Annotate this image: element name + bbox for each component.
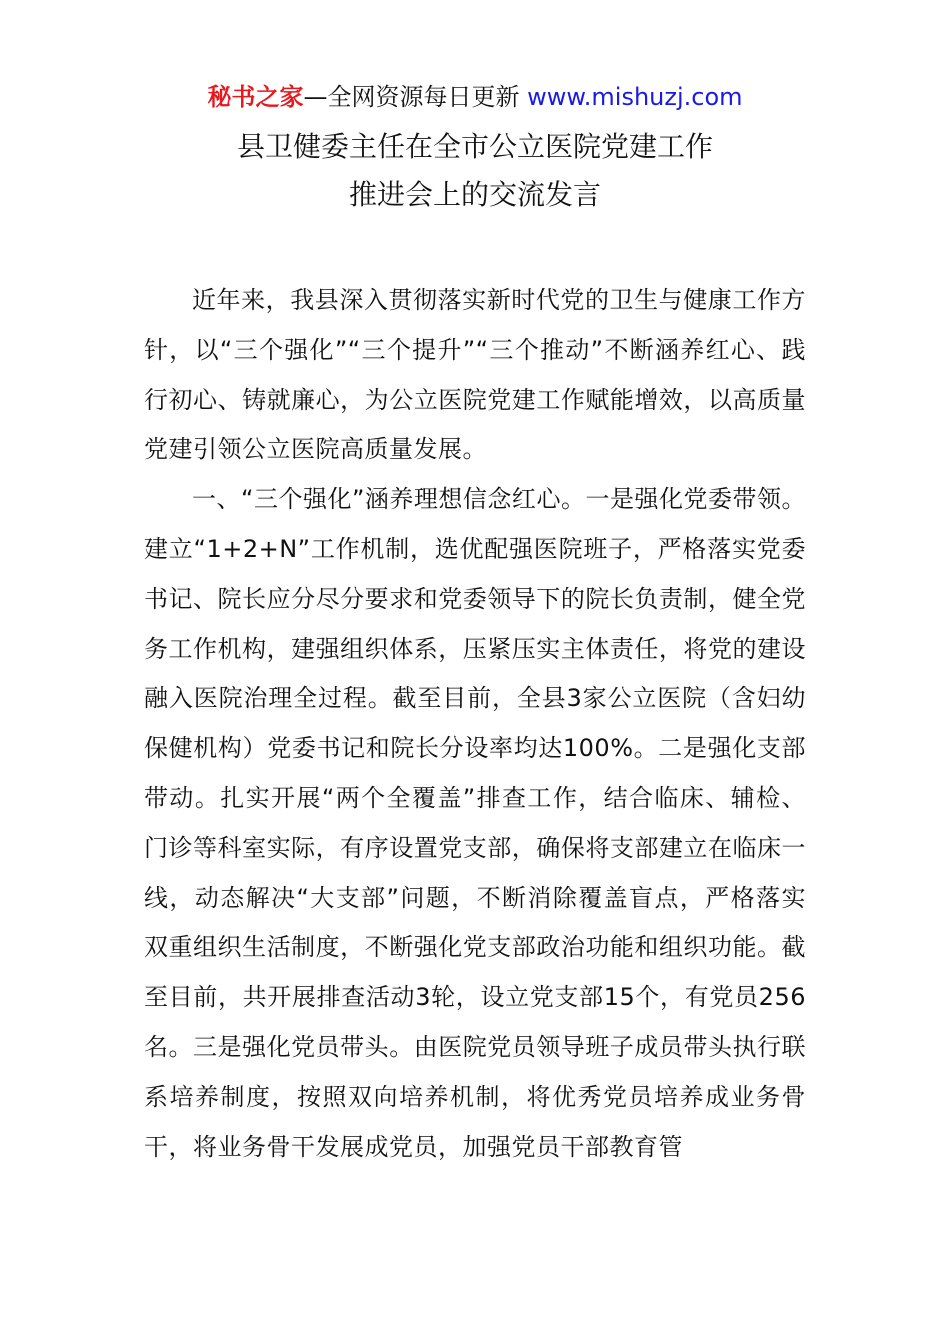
site-tagline: —全网资源每日更新 [303,83,528,111]
document-title-line-2: 推进会上的交流发言 [348,178,601,211]
site-banner [0,80,950,114]
document-title-line-1: 县卫健委主任在全市公立医院党建工作 [236,130,713,163]
paragraph-section-one: 一、“三个强化”涵养理想信念红心。一是强化党委带领。建立“1+2+N”工作机制，选优配强医院班子，严格落实党委书记、院长应分尽分要求和党委领导下的院长负责制，健全党务工作机构，建强组织体系，压紧压实主体责任，将党的建设融入医院治理全过程。截至目前，全县3家公立医院（含妇幼保健机构）党委书记和院长分设率均达100%。二是强化支部带动。扎实开展“两个全覆盖”排查工作，结合临床、辅检、门诊等科室实际，有序设置党支部，确保将支部建立在临床一线，动态解决“大支部”问题，不断消除覆盖盲点，严格落实双重组织生活制度，不断强化党支部政治功能和组织功能。截至目前，共开展排查活动3轮，设立党支部15个，有党员256名。三是强化党员带头。由医院党员领导班子成员带头执行联系培养制度，按照双向培养机制，将优秀党员培养成业务骨干，将业务骨干发展成党员，加强党员干部教育管 [144,485,806,1161]
site-brand: 秘书之家 [207,83,304,111]
document-body [144,276,806,1172]
paragraph-intro: 近年来，我县深入贯彻落实新时代党的卫生与健康工作方针，以“三个强化”“三个提升”“三个推动”不断涵养红心、践行初心、铸就廉心，为公立医院党建工作赋能增效，以高质量党建引领公立医院高质量发展。 [144,286,806,464]
site-url[interactable]: www.mishuzj.com [527,83,743,111]
